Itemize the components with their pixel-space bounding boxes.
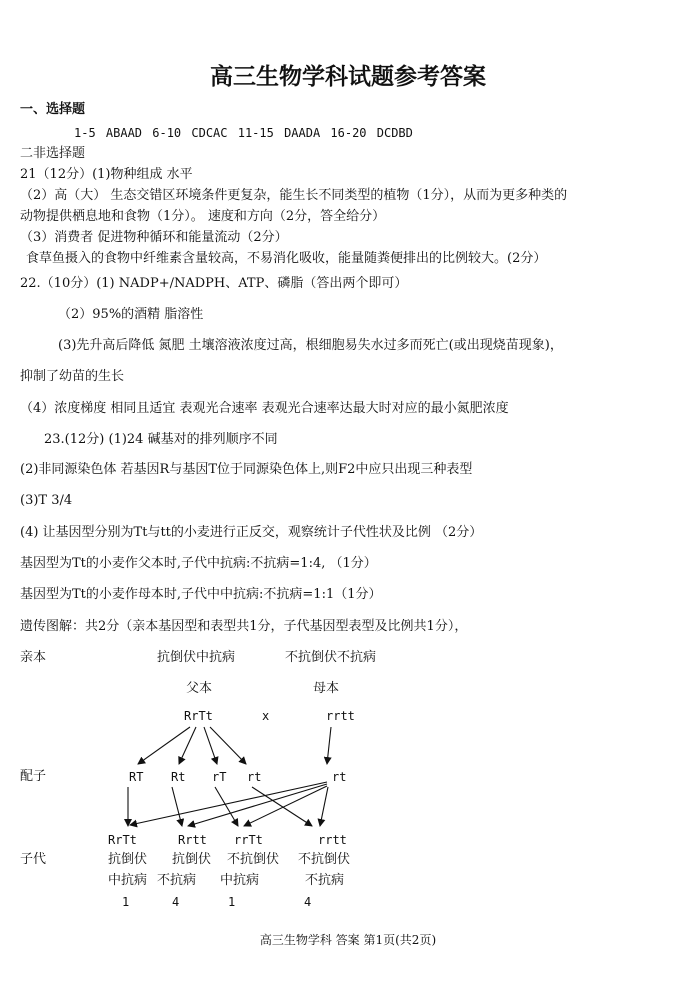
- offspring-3-genotype: rrTt: [234, 833, 263, 847]
- offspring-4-ratio: 4: [304, 895, 312, 909]
- offspring-4-phenotype-1: 不抗倒伏: [298, 852, 351, 867]
- arrow-mother-to-rt: [327, 727, 331, 764]
- page-footer: 高三生物学科 答案 第1页(共2页): [259, 933, 437, 947]
- father-label: 父本: [186, 681, 213, 696]
- q23-line-3: (3)T 3/4: [20, 493, 73, 508]
- choice-answers: 1-5 ABAAD 6-10 CDCAC 11-15 DAADA 16-20 DCDBD: [74, 126, 413, 140]
- q23-line-2: (2)非同源染色体 若基因R与基因T位于同源染色体上,则F2中应只出现三种表型: [20, 462, 473, 477]
- arrow-mrt-to-rrtt: [320, 787, 328, 826]
- gamete-2: Rt: [171, 770, 186, 784]
- offspring-1-phenotype-2: 中抗病: [108, 873, 148, 888]
- gamete-4: rt: [247, 770, 262, 784]
- parent2-genotype: rrtt: [326, 709, 355, 723]
- offspring-label: 子代: [20, 852, 47, 867]
- parent1-phenotype: 抗倒伏中抗病: [157, 650, 236, 665]
- q22-line-5: （4）浓度梯度 相同且适宜 表观光合速率 表观光合速率达最大时对应的最小氮肥浓度: [20, 401, 509, 416]
- gamete-3: rT: [212, 770, 227, 784]
- q22-line-3: (3)先升高后降低 氮肥 土壤溶液浓度过高，根细胞易失水过多而死亡(或出现烧苗现象)，: [58, 338, 563, 353]
- q21-line-2: （2）高（大） 生态交错区环境条件更复杂，能生长不同类型的植物（1分），从而为更多种类的: [20, 188, 568, 203]
- parent1-genotype: RrTt: [184, 709, 213, 723]
- offspring-2-phenotype-2: 不抗病: [157, 873, 197, 888]
- parent2-phenotype: 不抗倒伏不抗病: [285, 650, 377, 665]
- q22-line-1: 22.（10分）(1) NADP+/NADPH、ATP、磷脂（答出两个即可）: [20, 276, 408, 291]
- q23-line-7: 遗传图解：共2分（亲本基因型和表型共1分，子代基因型表型及比例共1分），: [20, 619, 468, 634]
- mother-label: 母本: [313, 681, 340, 696]
- q21-line-1: 21（12分）(1)物种组成 水平: [20, 167, 193, 182]
- q23-line-5: 基因型为Tt的小麦作父本时,子代中抗病:不抗病=1:4, （1分）: [20, 556, 377, 571]
- arrow-rT-to-rrTt: [215, 787, 238, 826]
- q21-line-3: 动物提供栖息地和食物（1分）。 速度和方向（2分，答全给分）: [20, 209, 386, 224]
- arrow-rt-to-rrtt: [252, 787, 312, 826]
- q21-line-4: （3）消费者 促进物种循环和能量流动（2分）: [20, 230, 288, 245]
- offspring-3-phenotype-2: 中抗病: [220, 873, 260, 888]
- cross-sign: x: [262, 709, 270, 723]
- gametes-label: 配子: [20, 769, 47, 784]
- arrow-father-to-RT: [138, 727, 190, 764]
- offspring-4-phenotype-2: 不抗病: [305, 873, 345, 888]
- offspring-1-phenotype-1: 抗倒伏: [108, 852, 148, 867]
- offspring-2-phenotype-1: 抗倒伏: [172, 852, 212, 867]
- section-heading-choice: 一、选择题: [20, 102, 86, 117]
- q23-line-4: (4) 让基因型分别为Tt与tt的小麦进行正反交，观察统计子代性状及比例 （2分）: [20, 525, 483, 540]
- arrow-mrt-to-rrTt: [244, 786, 327, 826]
- q23-line-1: 23.(12分) (1)24 碱基对的排列顺序不同: [44, 432, 278, 447]
- offspring-1-genotype: RrTt: [108, 833, 137, 847]
- offspring-3-phenotype-1: 不抗倒伏: [227, 852, 280, 867]
- offspring-2-ratio: 4: [172, 895, 180, 909]
- offspring-4-genotype: rrtt: [318, 833, 347, 847]
- page-title: 高三生物学科试题参考答案: [210, 64, 486, 90]
- gamete-mother: rt: [332, 770, 347, 784]
- arrow-mrt-to-RrTt: [130, 782, 327, 825]
- parents-label: 亲本: [20, 650, 47, 665]
- arrow-Rt-to-Rrtt: [172, 787, 182, 826]
- q22-line-4: 抑制了幼苗的生长: [20, 369, 125, 384]
- q23-line-6: 基因型为Tt的小麦作母本时,子代中中抗病:不抗病=1:1（1分）: [20, 587, 382, 602]
- offspring-2-genotype: Rrtt: [178, 833, 207, 847]
- gamete-1: RT: [129, 770, 144, 784]
- offspring-3-ratio: 1: [228, 895, 236, 909]
- offspring-1-ratio: 1: [122, 895, 130, 909]
- q22-line-2: （2）95%的酒精 脂溶性: [58, 307, 204, 322]
- section-heading-nonchoice: 二非选择题: [20, 146, 86, 161]
- q21-line-5: 食草鱼摄入的食物中纤维素含量较高，不易消化吸收，能量随粪便排出的比例较大。(2分）: [26, 251, 547, 266]
